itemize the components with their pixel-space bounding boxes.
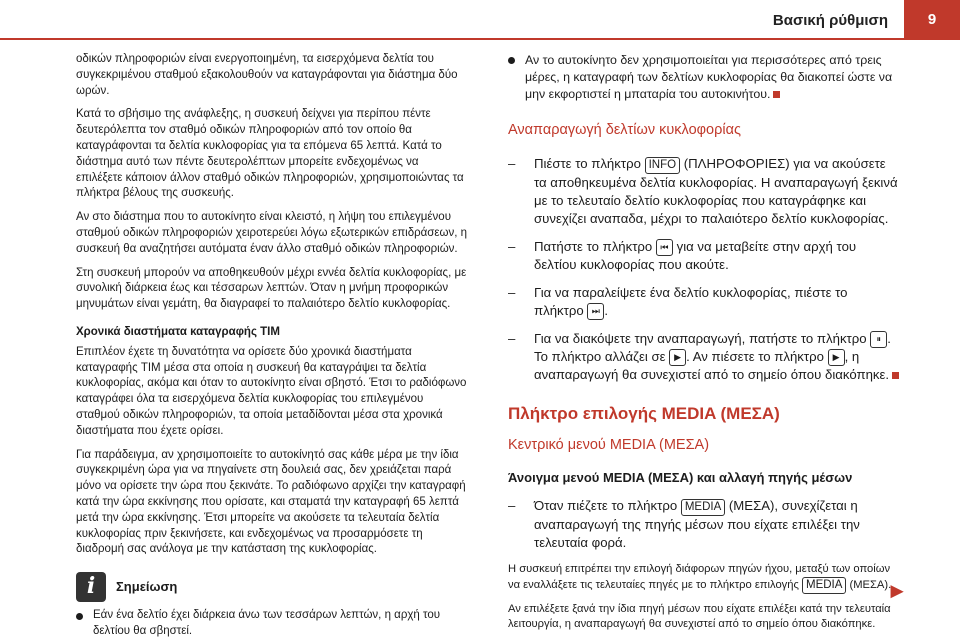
paragraph: Για παράδειγμα, αν χρησιμοποιείτε το αυτοκίνητό σας κάθε μέρα με την ίδια συγκεκριμένη ώρα για να πηγαίνετε στη δουλειά σας, δεν χρειάζεται παρά μόνο να ορίσετε την ώρα που ξεκινάτε. Το ραδιόφωνο αρχίζει την καταγραφή κατά την ώρα εκκίνησης που ορίσατε, και σταματά την καταγραφή 65 λεπτά μετά την ώρα εκκίνησης. Έτσι μπορείτε να ακούσετε τα τελευταία δελτία κυκλοφορίας πριν ξεκινήσετε, και ενδεχομένως να προσαρμόσετε τη διαδρομή σας ανάλογα με την κατάσταση της κυκλοφορίας. [76, 448, 466, 556]
fast-forward-icon: ⏭ [587, 303, 604, 320]
paragraph: οδικών πληροφοριών είναι ενεργοποιημένη, τα εισερχόμενα δελτία του συγκεκριμένου σταθμού εξακολουθούν να καταγράφονται για διάστημα δύο ωρών. [76, 53, 458, 97]
left-column [76, 52, 468, 640]
paragraph: Στη συσκευή μπορούν να αποθηκευθούν μέχρι εννέα δελτία κυκλοφορίας, με συνολική διάρκεια έως και τέσσαρων λεπτών. Όταν η μνήμη προφορικών μηνυμάτων είναι γεμάτη, θα διαγραφεί το παλαιότερο δελτίο κυκλοφορίας. [76, 266, 467, 311]
end-marker-icon [773, 91, 780, 98]
subheading-open-media: Άνοιγμα μενού MEDIA (ΜΕΣΑ) και αλλαγή πηγής μέσων [508, 469, 853, 485]
media-key: MEDIA [802, 577, 846, 594]
step-info: – Πιέστε το πλήκτρο INFO (ΠΛΗΡΟΦΟΡΙΕΣ) για να ακούσετε τα αποθηκευμένα δελτία κυκλοφορίας. Η αναπαραγωγή ξεκινά με το τελευταίο δελτίο κυκλοφορίας που καταγράφηκε και συνεχίζει αναπαδα, μέχρι το παλαιότερο δελτίο κυκλοφορίας. [508, 156, 898, 227]
section-heading-playback: Αναπαραγωγή δελτίων κυκλοφορίας [508, 122, 741, 139]
step-rewind: – Πατήστε το πλήκτρο ⏮ για να μεταβείτε στην αρχή του δελτίου κυκλοφορίας που ακούτε. [508, 239, 857, 273]
rewind-icon: ⏮ [656, 239, 673, 256]
play-icon: ▶ [669, 349, 686, 366]
next-page-arrow-icon: ► [886, 578, 908, 603]
info-note-icon: i [76, 572, 106, 602]
header-rule [0, 38, 960, 40]
paragraph: Αν επιλέξετε ξανά την ίδια πηγή μέσων που είχατε επιλέξει κατά την τελευταία λειτουργία, η αναπαραγωγή θα συνεχιστεί από το σημείο όπου διακόπηκε. [508, 603, 891, 631]
bullet-dot-icon [76, 613, 83, 620]
bullet-text: Αν το αυτοκίνητο δεν χρησιμοποιείται για περισσότερες από τρεις μέρες, η καταγραφή των δελτίων κυκλοφορίας θα διακοπεί ώστε να μην εκφορτιστεί η μπαταρία του αυτοκινήτου. [525, 53, 893, 101]
section-heading-media: Πλήκτρο επιλογής MEDIA (ΜΕΣΑ) [508, 404, 780, 424]
note-bullet [76, 608, 468, 640]
paragraph: Αν στο διάστημα που το αυτοκίνητο είναι κλειστό, η λήψη του επιλεγμένου σταθμού οδικών πληροφοριών χειροτερεύει λόγω εξωτερικών επιδράσεων, η συσκευή θα αναζητήσει αυτόματα έναν άλλο σταθμό οδικών πληροφοριών. [76, 211, 468, 255]
play-icon: ▶ [828, 349, 845, 366]
bullet-dot-icon [508, 57, 515, 64]
step-pause: – Για να διακόψετε την αναπαραγωγή, πατήστε το πλήκτρο ⏸ . Το πλήκτρο αλλάζει σε ▶ . Αν πιέσετε το πλήκτρο ▶ , η αναπαραγωγή θα συνεχιστεί από το σημείο όπου διακόπηκε. [508, 330, 900, 384]
note-text: Εάν ένα δελτίο έχει διάρκεια άνω των τεσσάρων λεπτών, η αρχή του δελτίου θα σβηστεί. [93, 609, 441, 637]
step-media: – Όταν πιέζετε το πλήκτρο MEDIA (ΜΕΣΑ), συνεχίζεται η αναπαραγωγή της πηγής μέσων που είχατε επιλέξει την τελευταία φορά. [508, 497, 860, 550]
note-header [76, 572, 468, 602]
paragraph: Επιπλέον έχετε τη δυνατότητα να ορίσετε δύο χρονικά διαστήματα καταγραφής TIM μέσα στα οποία η συσκευή θα καταγράψει τα δελτία κυκλοφορίας, ακόμα και όταν το αυτοκίνητο είναι σβηστό. Έτσι το ραδιόφωνο καταγράφει όλα τα εισερχόμενα δελτία κυκλοφορίας του επιλεγμένου σταθμού οδικών πληροφοριών, τα οποία μεταδίδονται μέσα στα χρονικά διαστήματα που έχετε ορίσει. [76, 345, 467, 437]
info-key: INFO [645, 157, 680, 174]
subheading: Χρονικά διαστήματα καταγραφής TIM [76, 325, 280, 338]
paragraph: Κατά το σβήσιμο της ανάφλεξης, η συσκευή δείχνει για περίπου πέντε δευτερόλεπτα τον σταθμό οδικών πληροφοριών από τον οποίο θα καταγράφονται τα δελτία κυκλοφορίας για τα επόμενα 65 λεπτά. Κατά το διάστημα αυτό των πέντε δευτερολέπτων μπορείτε ενδεχομένως να επιλέξετε κάποιον άλλον σταθμό οδικών πληροφοριών, χρησιμοποιώντας τα πλήκτρα βέλους της συσκευής. [76, 108, 464, 200]
step-skip: – Για να παραλείψετε ένα δελτίο κυκλοφορίας, πιέστε το πλήκτρο ⏭ . [508, 284, 900, 320]
media-key: MEDIA [681, 499, 725, 516]
subheading-central-menu: Κεντρικό μενού MEDIA (ΜΕΣΑ) [508, 437, 710, 454]
battery-bullet [508, 52, 900, 102]
header-title: Βασική ρύθμιση [772, 12, 888, 29]
pause-icon: ⏸ [870, 331, 887, 348]
paragraph: Η συσκευή επιτρέπει την επιλογή διάφορων πηγών ήχου, μεταξύ των οποίων να εναλλάξετε τις τελευταίες πηγές με το πλήκτρο επιλογής MEDIA (ΜΕΣΑ). [508, 562, 900, 594]
end-marker-icon [892, 372, 899, 379]
note-title: Σημείωση [116, 579, 178, 595]
page-number: 9 [904, 0, 960, 38]
right-column [508, 52, 900, 641]
